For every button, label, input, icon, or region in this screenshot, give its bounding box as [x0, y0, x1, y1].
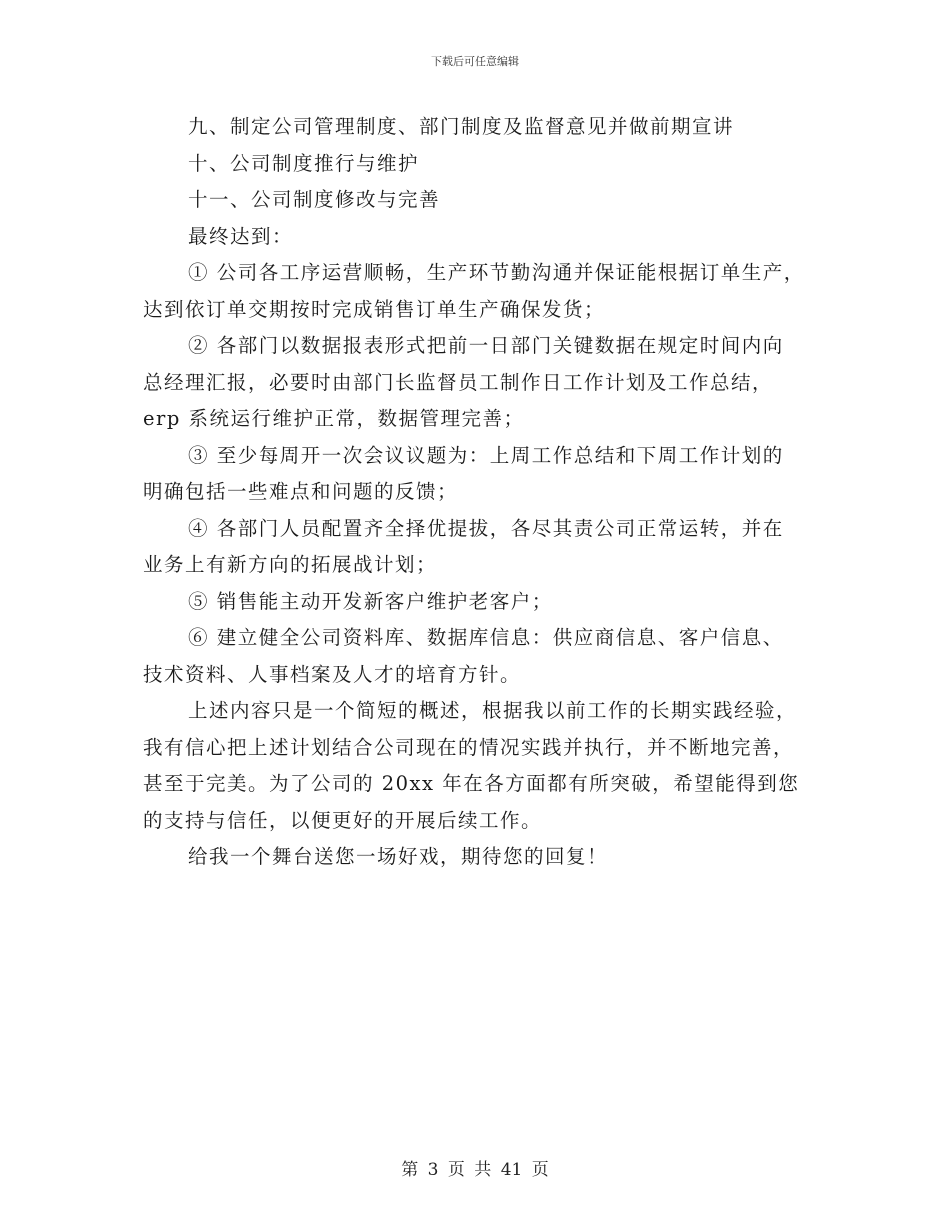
- body-line: ① 公司各工序运营顺畅，生产环节勤沟通并保证能根据订单生产，: [188, 261, 805, 284]
- body-line: 我有信心把上述计划结合公司现在的情况实践并执行，并不断地完善，: [143, 735, 795, 759]
- body-line: ⑥ 建立健全公司资料库、数据库信息：供应商信息、客户信息、: [188, 626, 784, 649]
- body-line: ③ 至少每周开一次会议议题为：上周工作总结和下周工作计划的: [188, 443, 784, 467]
- page-footer: 第 3 页 共 41 页: [401, 1160, 549, 1180]
- body-line: 技术资料、人事档案及人才的培育方针。: [143, 662, 522, 686]
- body-line: 最终达到：: [188, 224, 294, 248]
- body-line: ④ 各部门人员配置齐全择优提拔，各尽其责公司正常运转，并在: [188, 516, 784, 540]
- body-line: 达到依订单交期按时完成销售订单生产确保发货；: [143, 297, 606, 321]
- body-line: 十一、公司制度修改与完善: [188, 188, 441, 211]
- body-line: 总经理汇报，必要时由部门长监督员工制作日工作计划及工作总结，: [143, 370, 774, 394]
- body-line: 甚至于完美。为了公司的 20xx 年在各方面都有所突破，希望能得到您: [143, 772, 800, 795]
- body-line: 的支持与信任，以便更好的开展后续工作。: [143, 808, 543, 832]
- body-line: 业务上有新方向的拓展战计划；: [143, 553, 438, 576]
- body-line: ② 各部门以数据报表形式把前一日部门关键数据在规定时间内向: [188, 334, 784, 357]
- body-line: erp 系统运行维护正常，数据管理完善；: [143, 407, 525, 430]
- page-header: 下载后可任意编辑: [431, 55, 519, 68]
- body-line: 明确包括一些难点和问题的反馈；: [143, 480, 459, 503]
- body-line: 九、制定公司管理制度、部门制度及监督意见并做前期宣讲: [188, 115, 735, 138]
- document-body: [143, 109, 833, 876]
- body-line: 给我一个舞台送您一场好戏，期待您的回复！: [188, 845, 609, 868]
- body-line: 上述内容只是一个简短的概述，根据我以前工作的长期实践经验，: [188, 699, 798, 722]
- body-line: 十、公司制度推行与维护: [188, 151, 420, 175]
- body-line: ⑤ 销售能主动开发新客户维护老客户；: [188, 589, 553, 613]
